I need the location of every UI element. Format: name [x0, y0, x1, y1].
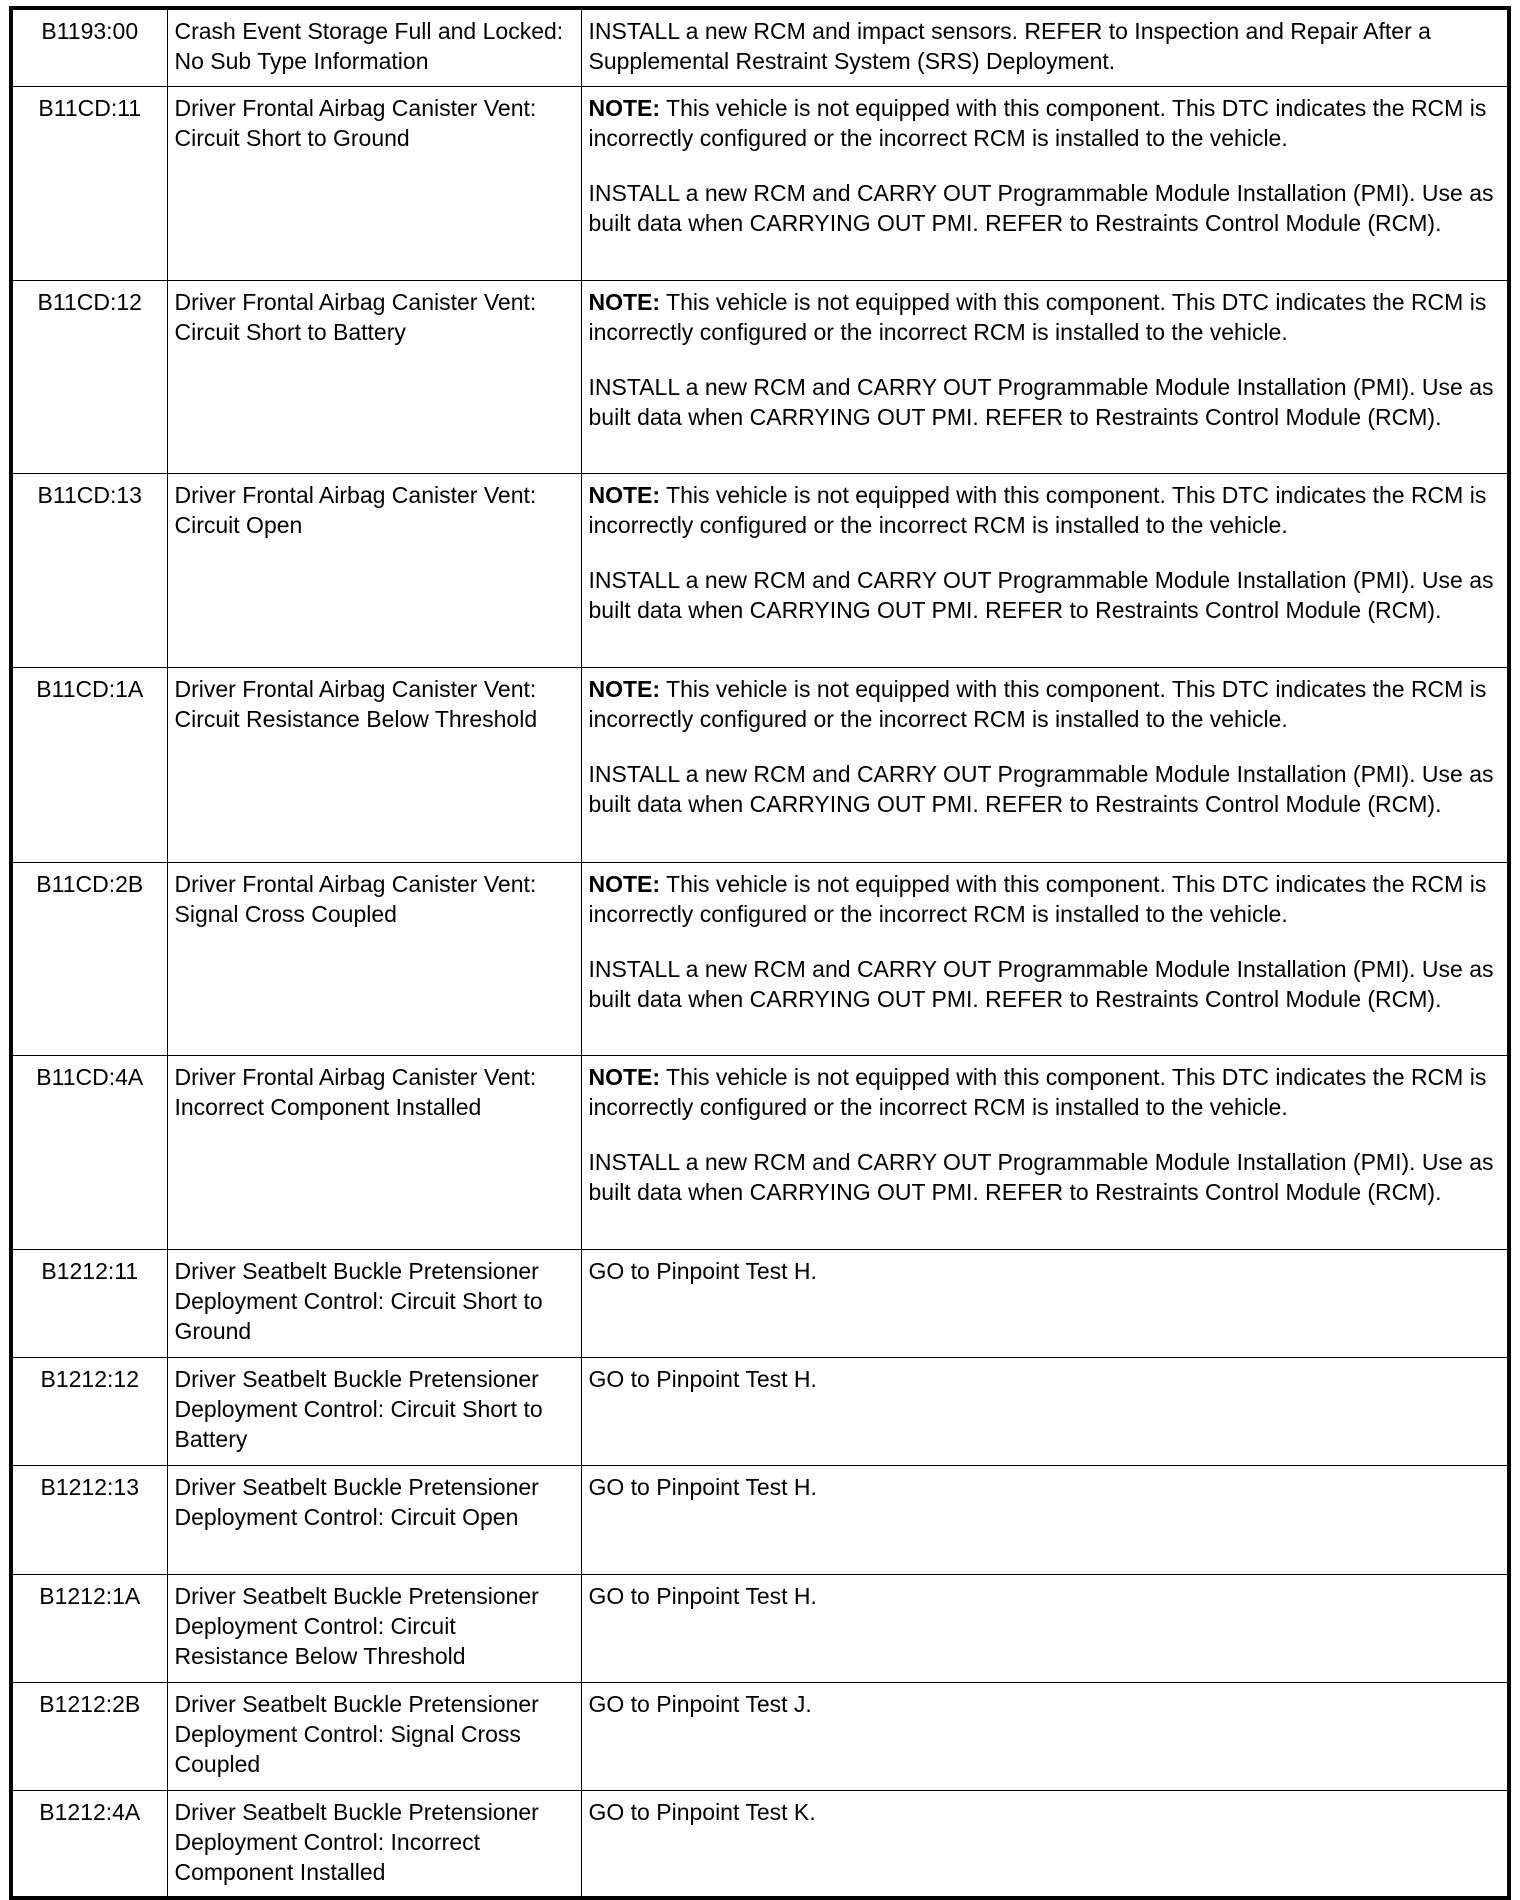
dtc-code: B1193:00 — [11, 8, 167, 86]
dtc-action-cell — [581, 8, 1509, 86]
dtc-code: B1212:13 — [11, 1465, 167, 1574]
dtc-code: B1212:4A — [11, 1790, 167, 1898]
action-text: GO to Pinpoint Test H. — [588, 1257, 817, 1284]
note-paragraph — [589, 93, 1501, 153]
note-text: This vehicle is not equipped with this component. This DTC indicates the RCM is incorrectly configured or the incorrect RCM is installed to the vehicle. — [588, 1063, 1487, 1120]
note-paragraph — [589, 674, 1501, 734]
dtc-action-cell — [581, 1574, 1509, 1682]
note-label: NOTE: — [588, 94, 661, 121]
dtc-action-cell — [581, 1249, 1509, 1357]
dtc-description: Driver Seatbelt Buckle Pretensioner Deployment Control: Circuit Short to Battery — [167, 1357, 581, 1465]
note-text: This vehicle is not equipped with this component. This DTC indicates the RCM is incorrectly configured or the incorrect RCM is installed to the vehicle. — [588, 675, 1487, 732]
dtc-code: B1212:11 — [11, 1249, 167, 1357]
table-row — [11, 1357, 1509, 1465]
note-label: NOTE: — [588, 870, 661, 897]
dtc-code: B11CD:4A — [11, 1055, 167, 1249]
table-row — [11, 862, 1509, 1055]
dtc-code: B11CD:1A — [11, 667, 167, 862]
dtc-table-body — [11, 8, 1509, 1898]
dtc-table — [9, 6, 1511, 1900]
dtc-action-cell — [581, 1357, 1509, 1465]
dtc-action-cell — [581, 473, 1509, 667]
dtc-description: Driver Frontal Airbag Canister Vent: Circuit Short to Ground — [167, 86, 581, 280]
action-text: GO to Pinpoint Test H. — [588, 1365, 817, 1392]
table-row — [11, 1055, 1509, 1249]
dtc-code: B11CD:12 — [11, 280, 167, 473]
note-label: NOTE: — [588, 481, 661, 508]
note-text: This vehicle is not equipped with this component. This DTC indicates the RCM is incorrectly configured or the incorrect RCM is installed to the vehicle. — [588, 481, 1487, 538]
dtc-description: Driver Seatbelt Buckle Pretensioner Deployment Control: Signal Cross Coupled — [167, 1682, 581, 1790]
note-text: This vehicle is not equipped with this component. This DTC indicates the RCM is incorrectly configured or the incorrect RCM is installed to the vehicle. — [588, 94, 1487, 151]
table-row — [11, 667, 1509, 862]
action-text: INSTALL a new RCM and CARRY OUT Programmable Module Installation (PMI). Use as built data when CARRYING OUT PMI. REFER to Restraints Control Module (RCM). — [588, 566, 1494, 623]
action-text: GO to Pinpoint Test H. — [588, 1473, 817, 1500]
dtc-description: Driver Frontal Airbag Canister Vent: Circuit Open — [167, 473, 581, 667]
note-text: This vehicle is not equipped with this component. This DTC indicates the RCM is incorrectly configured or the incorrect RCM is installed to the vehicle. — [588, 288, 1487, 345]
dtc-code: B1212:2B — [11, 1682, 167, 1790]
table-row — [11, 280, 1509, 473]
dtc-description: Crash Event Storage Full and Locked: No Sub Type Information — [167, 8, 581, 86]
note-label: NOTE: — [588, 288, 661, 315]
dtc-action-cell — [581, 280, 1509, 473]
dtc-action-cell — [581, 86, 1509, 280]
table-row — [11, 8, 1509, 86]
note-text: This vehicle is not equipped with this component. This DTC indicates the RCM is incorrectly configured or the incorrect RCM is installed to the vehicle. — [588, 870, 1487, 927]
dtc-description: Driver Frontal Airbag Canister Vent: Circuit Short to Battery — [167, 280, 581, 473]
table-row — [11, 1574, 1509, 1682]
action-text: INSTALL a new RCM and CARRY OUT Programmable Module Installation (PMI). Use as built data when CARRYING OUT PMI. REFER to Restraints Control Module (RCM). — [588, 179, 1494, 236]
dtc-description: Driver Seatbelt Buckle Pretensioner Deployment Control: Circuit Open — [167, 1465, 581, 1574]
action-text: INSTALL a new RCM and CARRY OUT Programmable Module Installation (PMI). Use as built data when CARRYING OUT PMI. REFER to Restraints Control Module (RCM). — [588, 955, 1494, 1012]
dtc-description: Driver Seatbelt Buckle Pretensioner Deployment Control: Circuit Resistance Below Threshold — [167, 1574, 581, 1682]
action-text: GO to Pinpoint Test H. — [588, 1582, 817, 1609]
table-row — [11, 1249, 1509, 1357]
dtc-action-cell — [581, 1790, 1509, 1898]
action-text: GO to Pinpoint Test K. — [588, 1798, 816, 1825]
dtc-code: B11CD:13 — [11, 473, 167, 667]
dtc-action-cell — [581, 1682, 1509, 1790]
dtc-code: B11CD:11 — [11, 86, 167, 280]
table-row — [11, 86, 1509, 280]
dtc-code: B1212:1A — [11, 1574, 167, 1682]
dtc-code: B1212:12 — [11, 1357, 167, 1465]
action-text: GO to Pinpoint Test J. — [588, 1690, 812, 1717]
dtc-description: Driver Seatbelt Buckle Pretensioner Deployment Control: Circuit Short to Ground — [167, 1249, 581, 1357]
table-row — [11, 473, 1509, 667]
dtc-code: B11CD:2B — [11, 862, 167, 1055]
dtc-description: Driver Frontal Airbag Canister Vent: Incorrect Component Installed — [167, 1055, 581, 1249]
action-text: INSTALL a new RCM and CARRY OUT Programmable Module Installation (PMI). Use as built data when CARRYING OUT PMI. REFER to Restraints Control Module (RCM). — [588, 373, 1494, 430]
dtc-action-cell — [581, 1055, 1509, 1249]
note-label: NOTE: — [588, 675, 661, 702]
action-text: INSTALL a new RCM and CARRY OUT Programmable Module Installation (PMI). Use as built data when CARRYING OUT PMI. REFER to Restraints Control Module (RCM). — [588, 1148, 1494, 1205]
dtc-description: Driver Frontal Airbag Canister Vent: Signal Cross Coupled — [167, 862, 581, 1055]
dtc-action-cell — [581, 1465, 1509, 1574]
note-paragraph — [589, 480, 1501, 540]
dtc-action-cell — [581, 862, 1509, 1055]
dtc-action-cell — [581, 667, 1509, 862]
dtc-description: Driver Frontal Airbag Canister Vent: Circuit Resistance Below Threshold — [167, 667, 581, 862]
action-text: INSTALL a new RCM and CARRY OUT Programmable Module Installation (PMI). Use as built data when CARRYING OUT PMI. REFER to Restraints Control Module (RCM). — [588, 760, 1494, 817]
note-paragraph — [589, 869, 1501, 929]
note-label: NOTE: — [588, 1063, 661, 1090]
note-paragraph — [589, 287, 1501, 347]
note-paragraph — [589, 1062, 1501, 1122]
table-row — [11, 1465, 1509, 1574]
table-row — [11, 1682, 1509, 1790]
action-text: INSTALL a new RCM and impact sensors. REFER to Inspection and Repair After a Supplemental Restraint System (SRS) Deployment. — [588, 18, 1431, 74]
table-row — [11, 1790, 1509, 1898]
dtc-description: Driver Seatbelt Buckle Pretensioner Deployment Control: Incorrect Component Installed — [167, 1790, 581, 1898]
